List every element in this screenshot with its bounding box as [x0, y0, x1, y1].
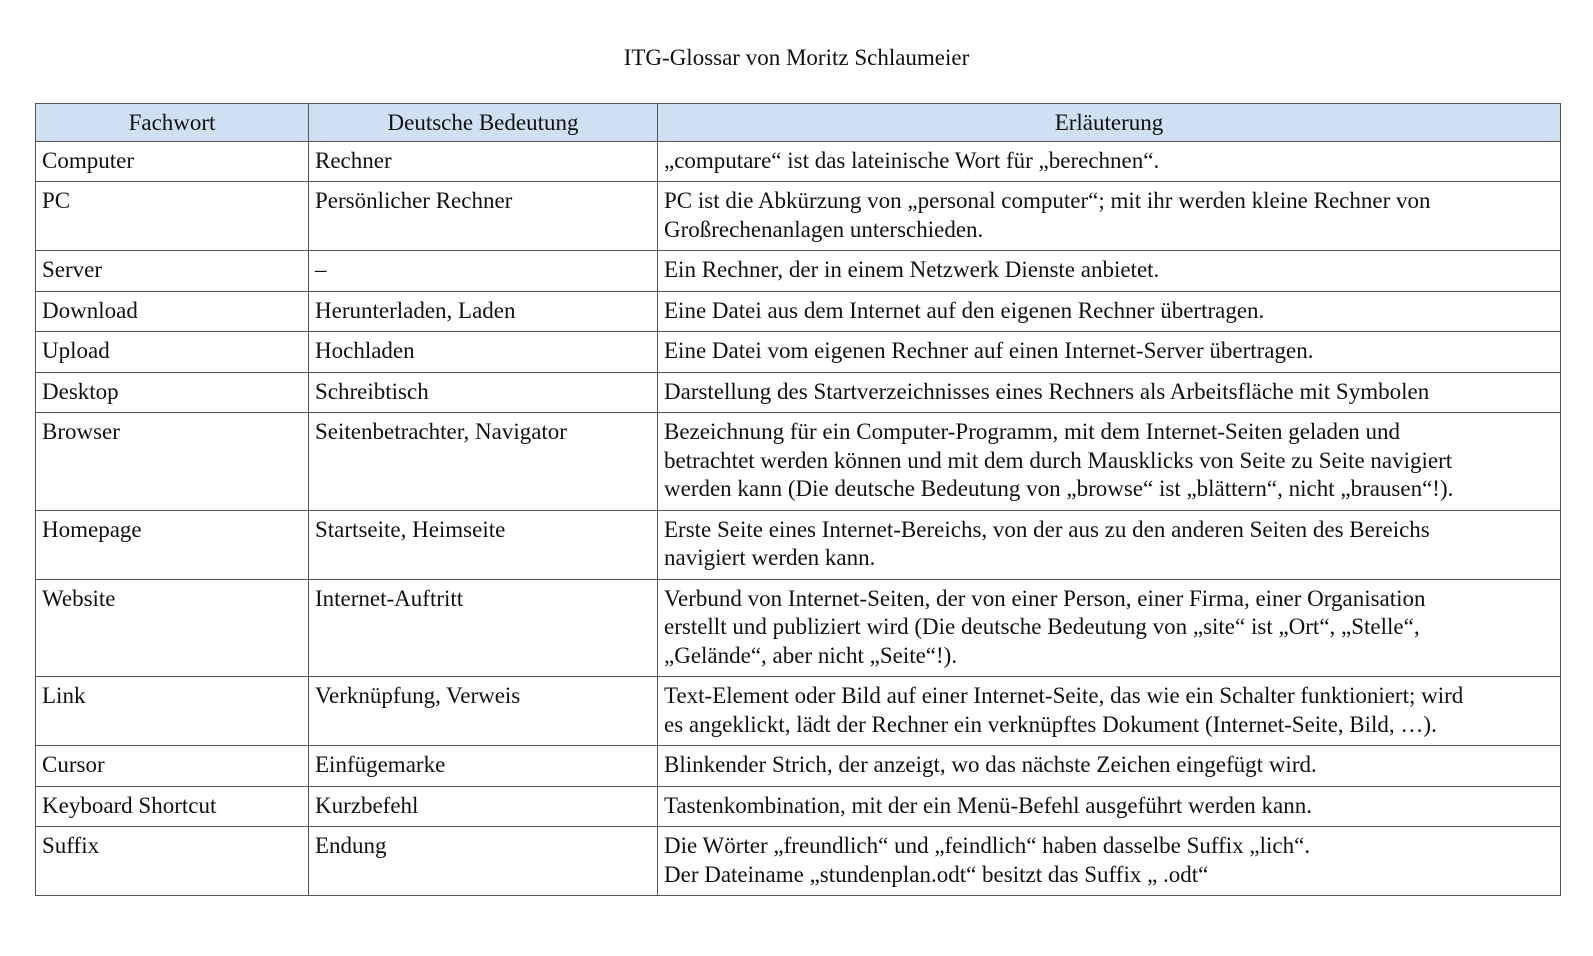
explanation-line: Die Wörter „freundlich“ und „feindlich“ haben dasselbe Suffix „lich“. — [664, 833, 1311, 858]
meaning-cell: Internet-Auftritt — [309, 579, 658, 677]
page-title: ITG-Glossar von Moritz Schlaumeier — [623, 45, 970, 70]
meaning-cell: Verknüpfung, Verweis — [309, 677, 658, 746]
explanation-cell — [658, 677, 1561, 746]
explanation-cell — [658, 372, 1561, 413]
explanation-line: Großrechenanlagen unterschieden. — [664, 216, 984, 242]
term-cell: Browser — [36, 413, 309, 511]
explanation-cell — [658, 746, 1561, 787]
table-row — [36, 413, 1561, 511]
term-cell: Homepage — [36, 510, 309, 579]
meaning-cell: Seitenbetrachter, Navigator — [309, 413, 658, 511]
table-row — [36, 677, 1561, 746]
explanation-line: Eine Datei vom eigenen Rechner auf einen Internet-Server übertragen. — [664, 338, 1314, 363]
column-header-deutsche-bedeutung: Deutsche Bedeutung — [309, 104, 658, 142]
term-cell: Cursor — [36, 746, 309, 787]
term-cell: Computer — [36, 141, 309, 182]
table-row — [36, 827, 1561, 896]
explanation-cell — [658, 182, 1561, 251]
meaning-cell: Herunterladen, Laden — [309, 291, 658, 332]
meaning-cell: – — [309, 251, 658, 292]
meaning-cell: Rechner — [309, 141, 658, 182]
meaning-cell: Persönlicher Rechner — [309, 182, 658, 251]
explanation-line: Eine Datei aus dem Internet auf den eigenen Rechner übertragen. — [664, 297, 1265, 323]
meaning-cell: Hochladen — [309, 332, 658, 373]
explanation-cell — [658, 413, 1561, 511]
explanation-line: Verbund von Internet-Seiten, der von einer Person, einer Firma, einer Organisation — [664, 585, 1426, 611]
explanation-line: „computare“ ist das lateinische Wort für „berechnen“. — [664, 147, 1160, 173]
explanation-cell — [658, 786, 1561, 827]
explanation-line: Bezeichnung für ein Computer-Programm, mit dem Internet-Seiten geladen und — [664, 419, 1400, 444]
table-row — [36, 510, 1561, 579]
explanation-line: „Gelände“, aber nicht „Seite“!). — [664, 642, 958, 668]
meaning-cell: Startseite, Heimseite — [309, 510, 658, 579]
term-cell: Suffix — [36, 827, 309, 896]
table-row — [36, 291, 1561, 332]
term-cell: Download — [36, 291, 309, 332]
meaning-cell: Endung — [309, 827, 658, 896]
table-row — [36, 786, 1561, 827]
term-cell: Desktop — [36, 372, 309, 413]
explanation-line: erstellt und publiziert wird (Die deutsche Bedeutung von „site“ ist „Ort“, „Stelle“, — [664, 614, 1420, 639]
explanation-line: Darstellung des Startverzeichnisses eines Rechners als Arbeitsfläche mit Symbolen — [664, 378, 1430, 404]
explanation-cell — [658, 291, 1561, 332]
explanation-cell — [658, 579, 1561, 677]
glossary-table — [35, 103, 1561, 896]
table-header-row — [36, 104, 1561, 142]
explanation-line: Erste Seite eines Internet-Bereichs, von der aus zu den anderen Seiten des Bereichs — [664, 516, 1430, 542]
explanation-cell — [658, 827, 1561, 896]
explanation-cell — [658, 510, 1561, 579]
meaning-cell: Schreibtisch — [309, 372, 658, 413]
explanation-cell — [658, 141, 1561, 182]
glossary-body — [36, 141, 1561, 896]
explanation-line: Blinkender Strich, der anzeigt, wo das nächste Zeichen eingefügt wird. — [664, 752, 1317, 777]
explanation-cell — [658, 251, 1561, 292]
meaning-cell: Einfügemarke — [309, 746, 658, 787]
column-header-erlaeuterung: Erläuterung — [658, 104, 1561, 142]
term-cell: Server — [36, 251, 309, 292]
explanation-line: werden kann (Die deutsche Bedeutung von „browse“ ist „blättern“, nicht „brausen“!). — [664, 476, 1454, 501]
explanation-line: navigiert werden kann. — [664, 545, 876, 570]
table-row — [36, 579, 1561, 677]
term-cell: Website — [36, 579, 309, 677]
table-row — [36, 332, 1561, 373]
term-cell: Upload — [36, 332, 309, 373]
explanation-line: Der Dateiname „stundenplan.odt“ besitzt das Suffix „ .odt“ — [664, 861, 1209, 887]
explanation-line: es angeklickt, lädt der Rechner ein verknüpftes Dokument (Internet-Seite, Bild, …). — [664, 711, 1437, 737]
explanation-line: Ein Rechner, der in einem Netzwerk Dienste anbietet. — [664, 257, 1160, 282]
term-cell: Link — [36, 677, 309, 746]
table-row — [36, 141, 1561, 182]
explanation-line: PC ist die Abkürzung von „personal computer“; mit ihr werden kleine Rechner von — [664, 188, 1431, 213]
term-cell: PC — [36, 182, 309, 251]
table-row — [36, 372, 1561, 413]
explanation-cell — [658, 332, 1561, 373]
table-row — [36, 182, 1561, 251]
explanation-line: Text-Element oder Bild auf einer Internet-Seite, das wie ein Schalter funktioniert; wird — [664, 683, 1464, 708]
table-row — [36, 251, 1561, 292]
term-cell: Keyboard Shortcut — [36, 786, 309, 827]
explanation-line: Tastenkombination, mit der ein Menü-Befehl ausgeführt werden kann. — [664, 792, 1312, 818]
explanation-line: betrachtet werden können und mit dem durch Mausklicks von Seite zu Seite navigiert — [664, 447, 1453, 473]
table-row — [36, 746, 1561, 787]
meaning-cell: Kurzbefehl — [309, 786, 658, 827]
column-header-fachwort: Fachwort — [36, 104, 309, 142]
